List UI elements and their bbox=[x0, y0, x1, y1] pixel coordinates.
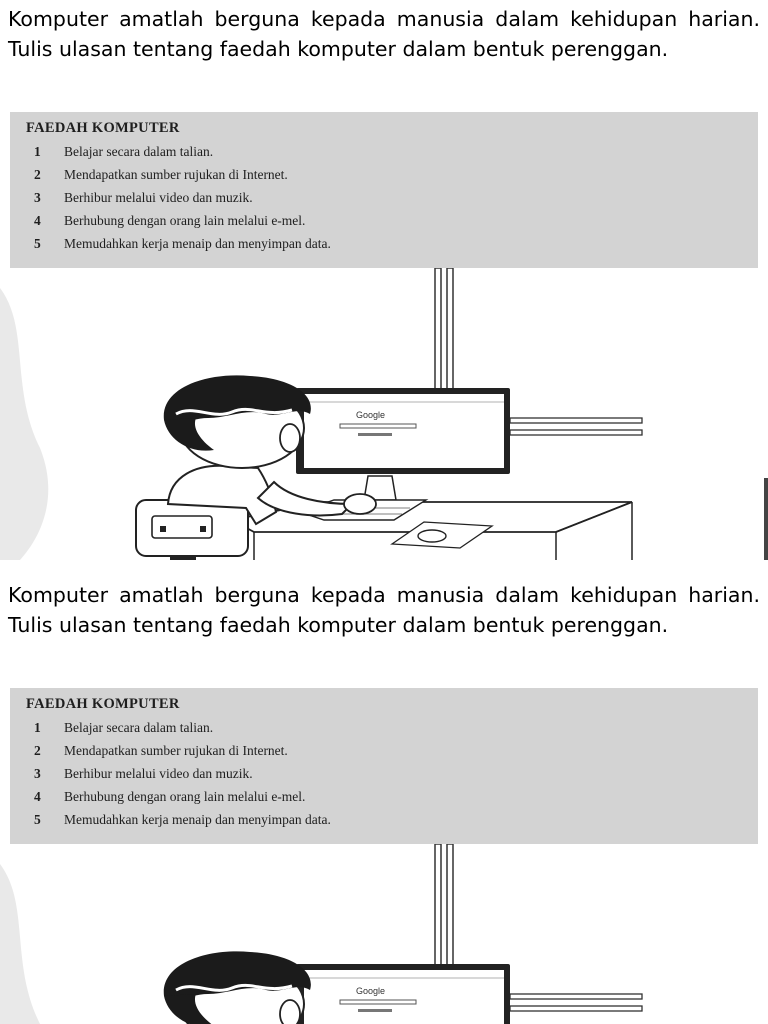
instruction-text: Komputer amatlah berguna kepada manusia dalam kehidupan harian. Tulis ulasan tentang faedah komputer dalam bentuk perenggan. bbox=[8, 583, 760, 637]
benefit-text: Berhubung dengan orang lain melalui e-mel. bbox=[64, 789, 306, 804]
benefit-number: 2 bbox=[34, 743, 41, 758]
benefit-text: Belajar secara dalam talian. bbox=[64, 720, 214, 735]
benefits-box bbox=[10, 688, 758, 844]
benefit-text: Memudahkan kerja menaip dan menyimpan data. bbox=[64, 236, 331, 251]
instruction-text: Komputer amatlah berguna kepada manusia dalam kehidupan harian. Tulis ulasan tentang faedah komputer dalam bentuk perenggan. bbox=[8, 7, 760, 61]
google-logo-text: Google bbox=[356, 986, 386, 996]
benefit-text: Berhibur melalui video dan muzik. bbox=[64, 190, 253, 205]
benefit-number: 5 bbox=[34, 812, 41, 827]
benefit-number: 2 bbox=[34, 167, 41, 182]
benefit-text: Mendapatkan sumber rujukan di Internet. bbox=[64, 167, 288, 182]
benefits-title: FAEDAH KOMPUTER bbox=[26, 696, 180, 712]
benefit-number: 1 bbox=[34, 720, 41, 735]
benefit-number: 3 bbox=[34, 190, 41, 205]
google-logo-text: Google bbox=[356, 410, 386, 420]
benefit-text: Mendapatkan sumber rujukan di Internet. bbox=[64, 743, 288, 758]
benefit-number: 3 bbox=[34, 766, 41, 781]
benefit-text: Berhubung dengan orang lain melalui e-mel. bbox=[64, 213, 306, 228]
child-computer-illustration bbox=[0, 268, 768, 560]
benefit-number: 5 bbox=[34, 236, 41, 251]
benefit-text: Belajar secara dalam talian. bbox=[64, 144, 214, 159]
benefit-text: Berhibur melalui video dan muzik. bbox=[64, 766, 253, 781]
benefit-number: 4 bbox=[34, 213, 41, 228]
benefit-number: 4 bbox=[34, 789, 41, 804]
benefit-text: Memudahkan kerja menaip dan menyimpan data. bbox=[64, 812, 331, 827]
child-computer-illustration bbox=[0, 844, 768, 1024]
benefits-title: FAEDAH KOMPUTER bbox=[26, 120, 180, 136]
benefit-number: 1 bbox=[34, 144, 41, 159]
benefits-box bbox=[10, 112, 758, 268]
